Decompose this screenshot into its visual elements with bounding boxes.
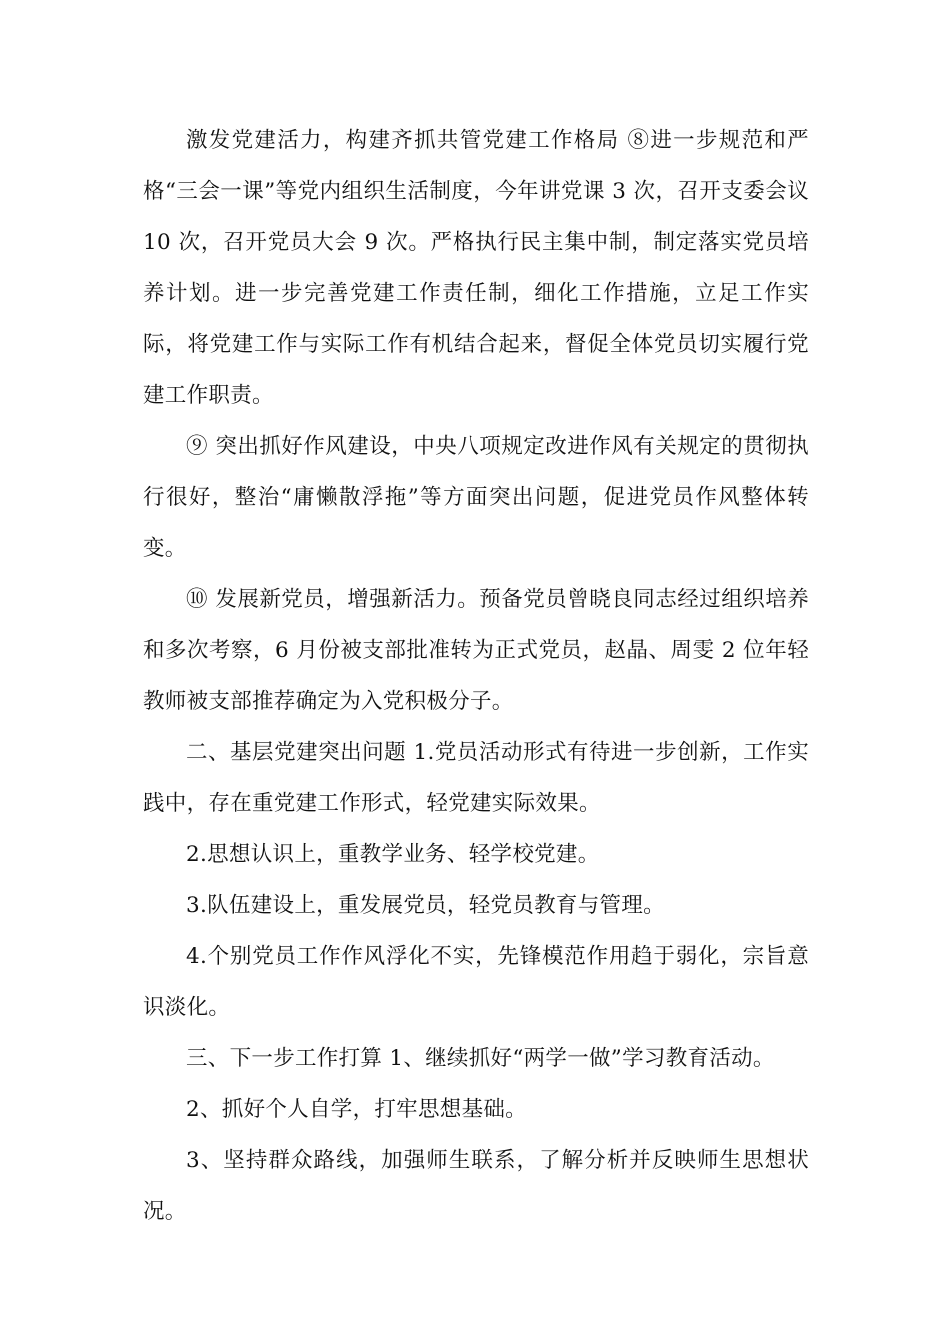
- paragraph-party-building-work: 激发党建活力，构建齐抓共管党建工作格局 ⑧进一步规范和严格“三会一课”等党内组织生活制度，今年讲党课 3 次，召开支委会议 10 次，召开党员大会 9 次。严格执行民主集中制，制定落实党员培养计划。进一步完善党建工作责任制，细化工作措施，立足工作实际，将党建工作与实际工作有机结合起来，督促全体党员切实履行党建工作职责。: [143, 128, 809, 408]
- paragraph-next-step-2: 2、抓好个人自学，打牢思想基础。: [186, 1097, 527, 1122]
- paragraph-problems-heading: 二、基层党建突出问题 1.党员活动形式有待进一步创新，工作实践中，存在重党建工作形式，轻党建实际效果。: [143, 740, 809, 816]
- paragraph-new-members: ⑩ 发展新党员，增强新活力。预备党员曾晓良同志经过组织培养和多次考察，6 月份被支部批准转为正式党员，赵晶、周雯 2 位年轻教师被支部推荐确定为入党积极分子。: [143, 587, 809, 714]
- document-body: [143, 115, 809, 1237]
- paragraph-next-steps-heading: 三、下一步工作打算 1、继续抓好“两学一做”学习教育活动。: [186, 1046, 775, 1071]
- paragraph-work-style: ⑨ 突出抓好作风建设，中央八项规定改进作风有关规定的贯彻执行很好，整治“庸懒散浮拖”等方面突出问题，促进党员作风整体转变。: [143, 434, 809, 561]
- paragraph-problem-3: 3.队伍建设上，重发展党员，轻党员教育与管理。: [186, 893, 665, 918]
- paragraph-next-step-3: 3、坚持群众路线，加强师生联系，了解分析并反映师生思想状况。: [143, 1148, 809, 1224]
- paragraph-problem-4: 4.个别党员工作作风浮化不实，先锋模范作用趋于弱化，宗旨意识淡化。: [143, 944, 809, 1020]
- paragraph-problem-2: 2.思想认识上，重教学业务、轻学校党建。: [186, 842, 600, 867]
